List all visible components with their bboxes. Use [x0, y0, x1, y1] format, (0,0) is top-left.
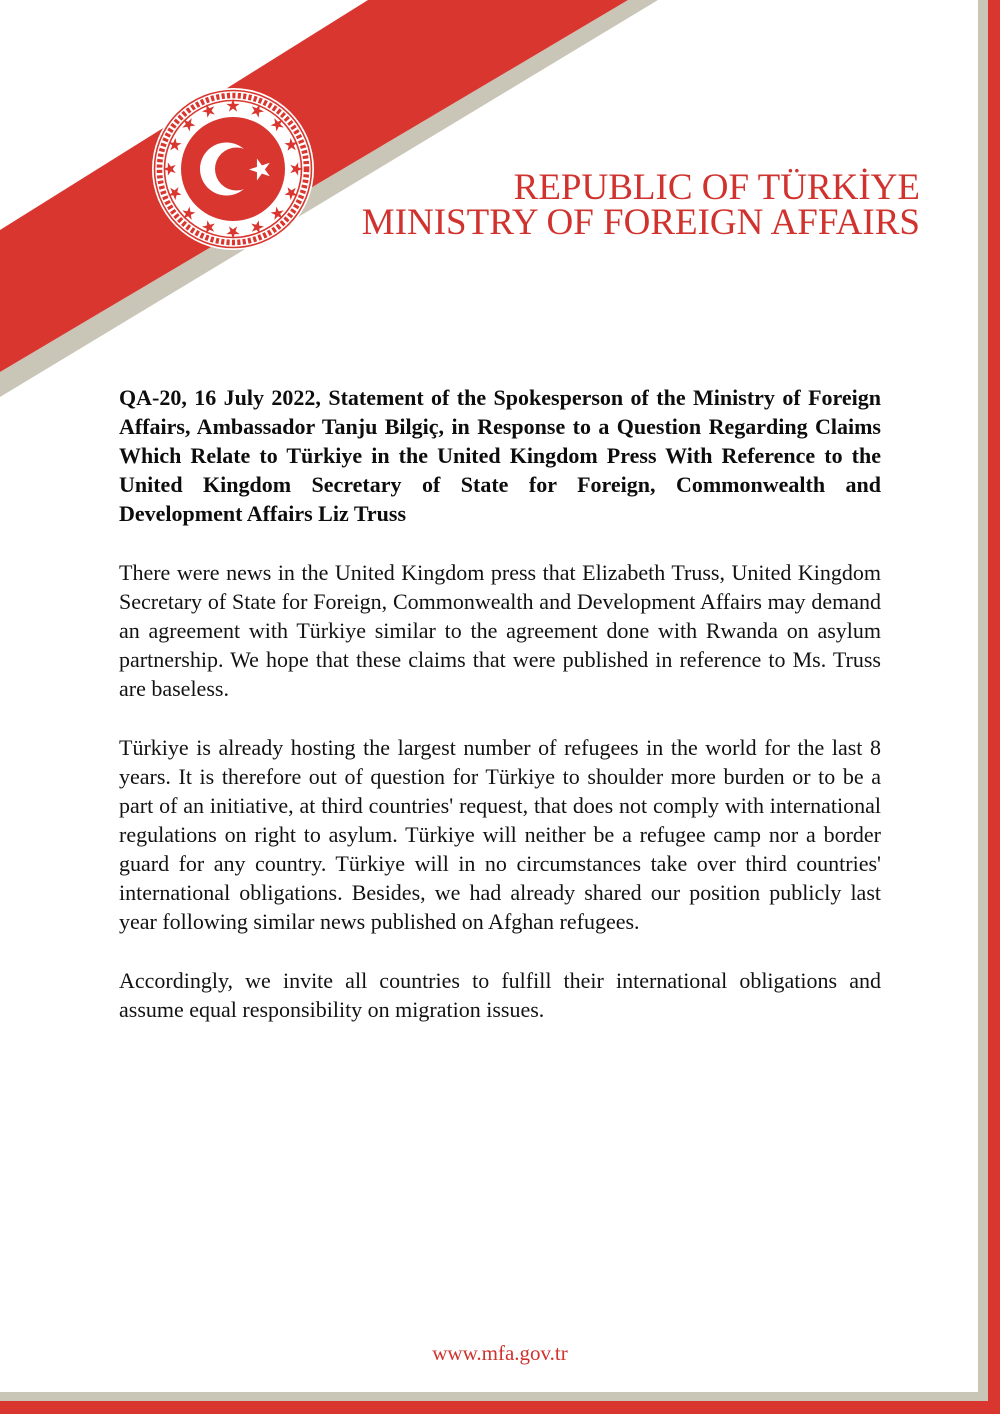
bottom-edge-bar — [0, 1401, 1000, 1414]
mfa-emblem — [152, 88, 314, 250]
website-url: www.mfa.gov.tr — [432, 1341, 568, 1365]
ministry-header — [361, 167, 920, 243]
statement-paragraph: There were news in the United Kingdom press that Elizabeth Truss, United Kingdom Secretary of State for Foreign, Commonwealth and Development Affairs may demand an agreement with Türkiye similar to the agreement done with Rwanda on asylum partnership. We hope that these claims that were published in reference to Ms. Truss are baseless. — [119, 560, 881, 701]
statement-paragraph: Türkiye is already hosting the largest number of refugees in the world for the last 8 years. It is therefore out of question for Türkiye to shoulder more burden or to be a part of an initiative, at third countries' request, that does not comply with international regulations on right to asylum. Türkiye will neither be a refugee camp nor a border guard for any country. Türkiye will in no circumstances take over third countries' international obligations. Besides, we had already shared our position publicly last year following similar news published on Afghan refugees. — [119, 735, 881, 934]
statement-heading: QA-20, 16 July 2022, Statement of the Spokesperson of the Ministry of Foreign Affairs, Ambassador Tanju Bilgiç, in Response to a Question Regarding Claims Which Relate to Türkiye in the United Kingdom Press With Reference to the United Kingdom Secretary of State for Foreign, Commonwealth and Development Affairs Liz Truss — [119, 385, 881, 526]
right-edge-bar — [988, 0, 1000, 1414]
title-line-ministry: MINISTRY OF FOREIGN AFFAIRS — [361, 202, 920, 243]
statement-body — [119, 383, 881, 1054]
statement-paragraph: Accordingly, we invite all countries to fulfill their international obligations and assume equal responsibility on migration issues. — [119, 968, 881, 1022]
page-footer — [0, 1341, 1000, 1365]
bottom-edge-shadow — [0, 1392, 988, 1401]
title-line-republic: REPUBLIC OF TÜRKİYE — [513, 167, 920, 208]
right-edge-shadow — [978, 0, 988, 1401]
